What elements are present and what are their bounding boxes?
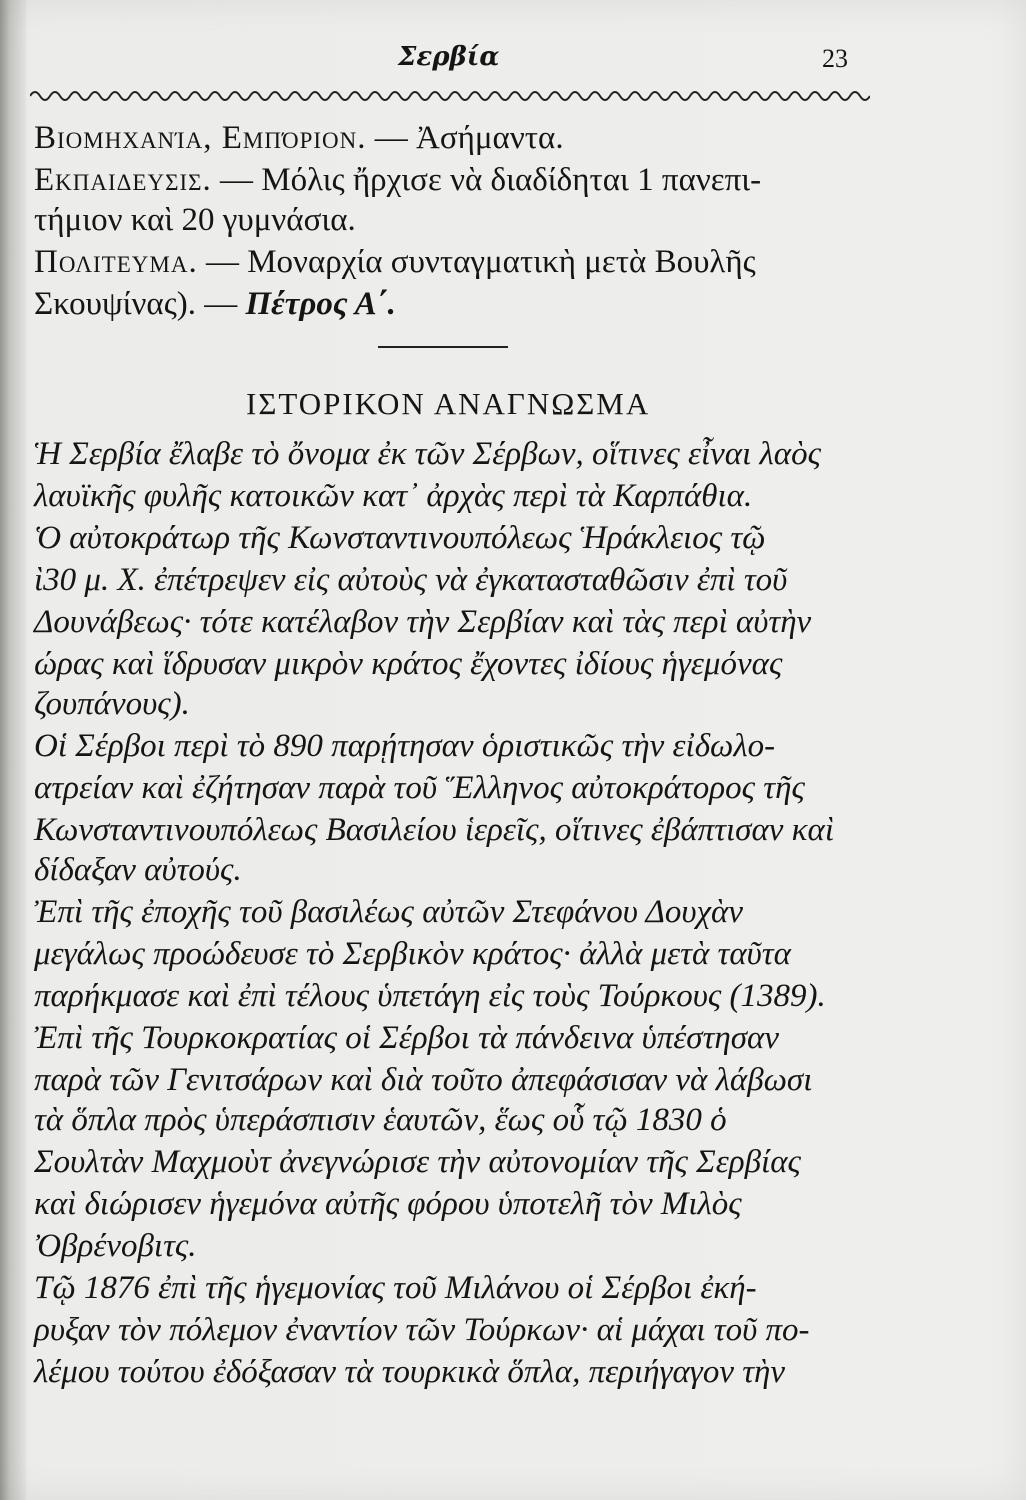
page-number: 23 [822,44,848,73]
stats-text: Σκουψίνας). — [34,286,246,322]
reading-line: Οἱ Σέρβοι περὶ τὸ 890 παρῄτησαν ὁριστικῶς τὴν εἰδωλο- [34,728,776,764]
stats-line [34,284,396,324]
section-divider [378,346,508,348]
reading-line: μεγάλως προώδευσε τὸ Σερβικὸν κράτος· ἀλλὰ μετὰ ταῦτα [34,936,791,972]
stats-line [34,118,564,158]
stats-text: — Ἀσήμαντα. [366,120,564,156]
reading-line: Ἐπὶ τῆς Τουρκοκρατίας οἱ Σέρβοι τὰ πάνδεινα ὑπέστησαν [34,1020,779,1056]
wavy-rule [30,82,870,104]
reading-line: Σουλτὰν Μαχμοὺτ ἀνεγνώρισε τὴν αὐτονομίαν τῆς Σερβίας [34,1144,801,1180]
reading-line: Ὀβρένοβιτς. [34,1228,197,1264]
stats-label: Πολιτευμα. [34,244,198,280]
ruler-name: Πέτρος Α΄. [245,286,396,322]
reading-line: τὰ ὅπλα πρὸς ὑπεράσπισιν ἑαυτῶν, ἕως οὗ τῷ 1830 ὁ [34,1102,727,1138]
reading-line: ὶ30 μ. Χ. ἐπέτρεψεν εἰς αὐτοὺς νὰ ἐγκατασταθῶσιν ἐπὶ τοῦ [34,562,788,598]
reading-line: Ἡ Σερβία ἔλαβε τὸ ὄνομα ἐκ τῶν Σέρβων, οἵτινες εἶναι λαὸς [34,436,822,472]
reading-line: λαυϊκῆς φυλῆς κατοικῶν κατ᾽ ἀρχὰς περὶ τὰ Καρπάθια. [34,478,753,514]
reading-line: Ἐπὶ τῆς ἐποχῆς τοῦ βασιλέως αὐτῶν Στεφάνου Δουχὰν [34,894,744,930]
stats-label: Εκπαιδευσις. [34,162,212,198]
stats-text: — Μόλις ἤρχισε νὰ διαδίδηται 1 πανεπι- [211,162,762,198]
reading-line: ατρείαν καὶ ἐζήτησαν παρὰ τοῦ Ἕλληνος αὐτοκράτορος τῆς [34,770,805,806]
reading-line: ζουπάνους). [34,686,190,722]
running-title: Σερβία [398,42,500,72]
reading-line: παρήκμασε καὶ ἐπὶ τέλους ὑπετάγη εἰς τοὺς Τούρκους (1389). [34,978,826,1014]
binding-edge [0,0,26,1500]
stats-line [34,200,356,240]
reading-line: ώρας καὶ ἵδρυσαν μικρὸν κράτος ἔχοντες ἰδίους ἡγεμόνας [34,646,783,682]
reading-line: Κωνσταντινουπόλεως Βασιλείου ἱερεῖς, οἵτινες ἐβάπτισαν καὶ [34,812,834,848]
reading-line: λέμου τούτου ἐδόξασαν τὰ τουρκικὰ ὅπλα, περιήγαγον τὴν [34,1354,786,1390]
section-heading: ΙΣΤΟΡΙΚΟΝ ΑΝΑΓΝΩΣΜΑ [246,386,651,421]
reading-line: καὶ διώρισεν ἡγεμόνα αὐτῆς φόρου ὑποτελῆ τὸν Μιλὸς [34,1186,742,1222]
stats-line [34,242,756,282]
stats-text: — Μοναρχία συνταγματικὴ μετὰ Βουλῆς [197,244,756,280]
stats-line [34,160,761,200]
stats-text: τήμιον καὶ 20 γυμνάσια. [34,202,356,238]
reading-line: ρυξαν τὸν πόλεμον ἐναντίον τῶν Τούρκων· αἱ μάχαι τοῦ πο- [34,1312,810,1348]
reading-line: δίδαξαν αὐτούς. [34,852,242,888]
stats-label: Βιομηχανία, Εμπόριον. [34,120,367,156]
reading-line: Τῷ 1876 ἐπὶ τῆς ἡγεμονίας τοῦ Μιλάνου οἱ Σέρβοι ἐκή- [34,1270,757,1306]
reading-line: παρὰ τῶν Γενιτσάρων καὶ διὰ τοῦτο ἀπεφάσισαν νὰ λάβωσι [34,1062,813,1098]
reading-line: Δουνάβεως· τότε κατέλαβον τὴν Σερβίαν καὶ τὰς περὶ αὐτὴν [34,604,812,640]
reading-line: Ὁ αὐτοκράτωρ τῆς Κωνσταντινουπόλεως Ἡράκλειος τῷ [34,520,766,556]
